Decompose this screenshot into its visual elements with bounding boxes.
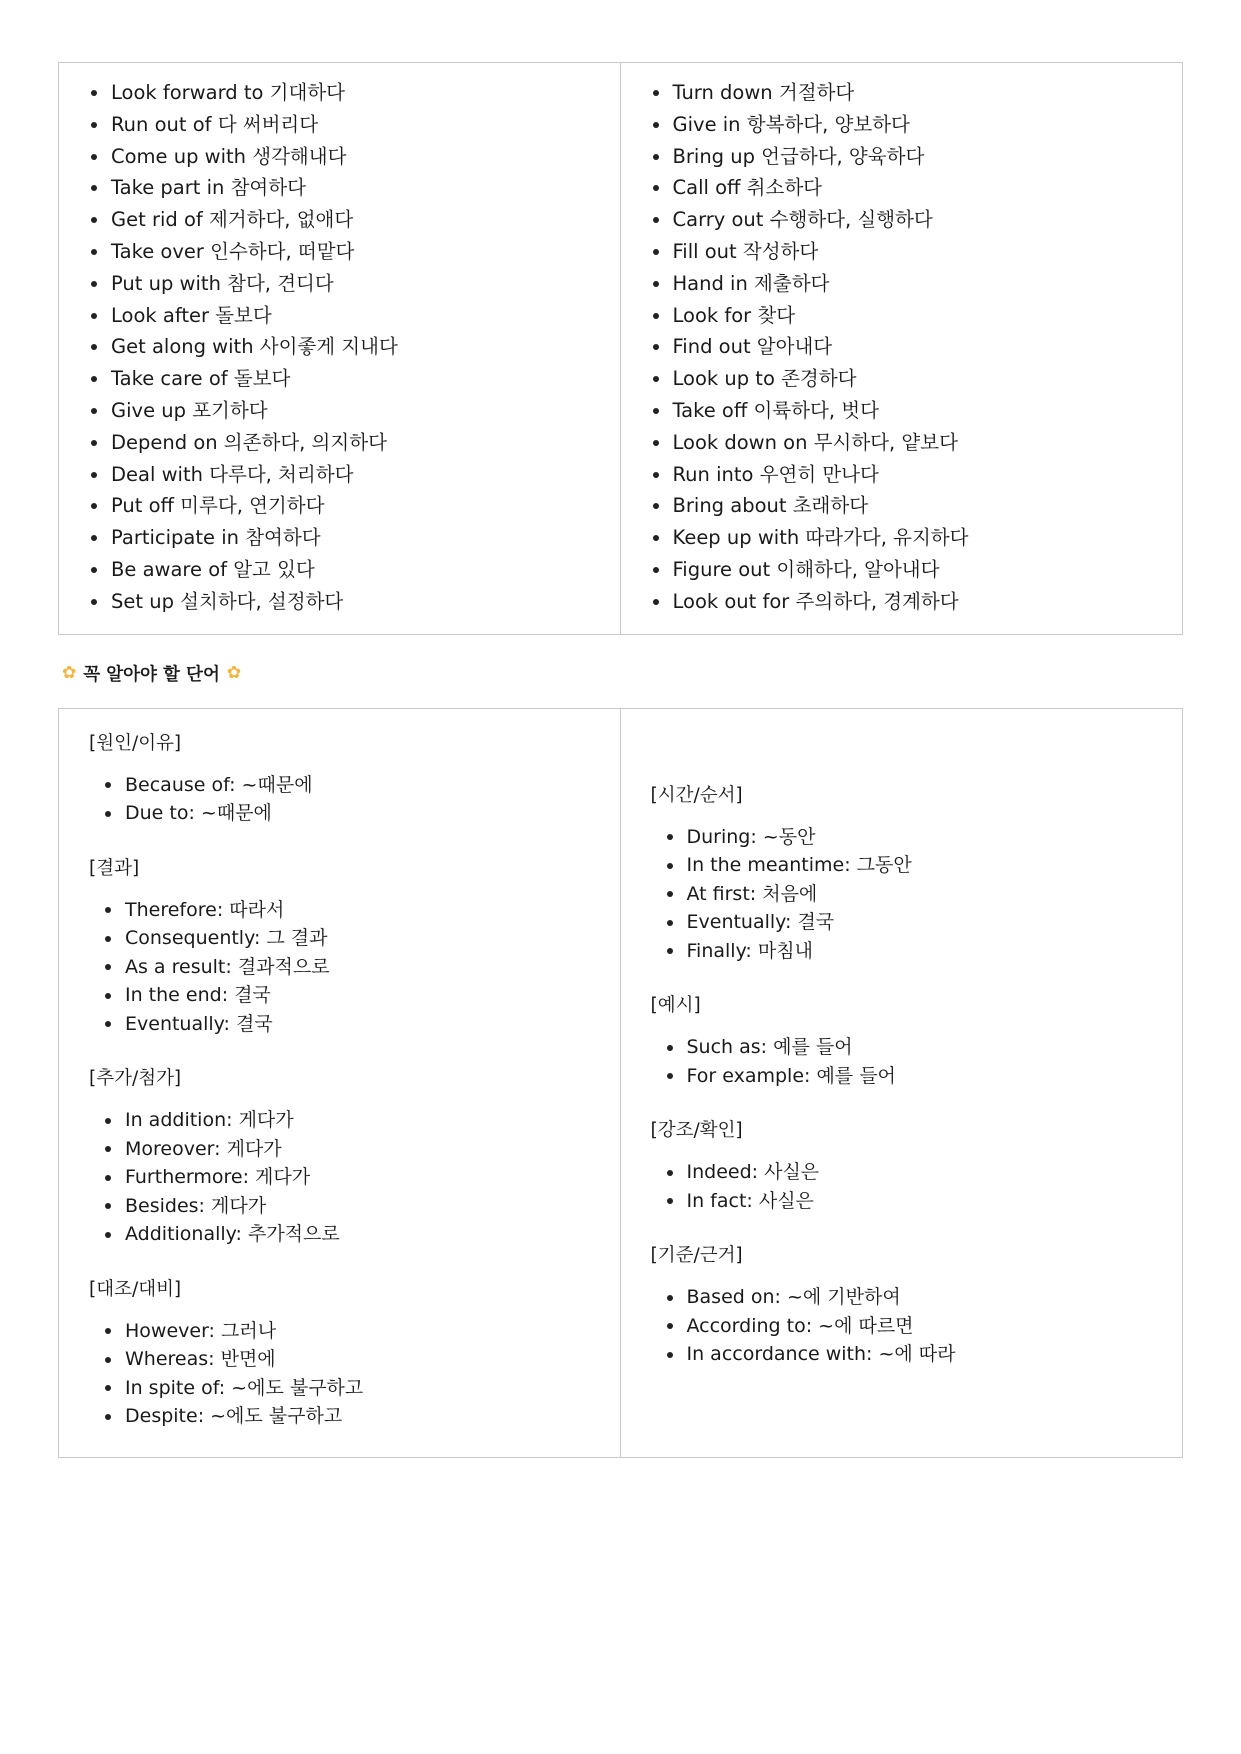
- list-item: Hand in 제출하다: [639, 268, 1165, 300]
- category-group: [643, 783, 1161, 966]
- list-item: Call off 취소하다: [639, 172, 1165, 204]
- category-group: [81, 1277, 598, 1431]
- list-item: Eventually: 결국: [91, 1010, 598, 1039]
- category-list: [81, 896, 598, 1039]
- list-item: Due to: ~때문에: [91, 799, 598, 828]
- list-item: For example: 예를 들어: [653, 1062, 1161, 1091]
- list-item: Furthermore: 게다가: [91, 1163, 598, 1192]
- section-heading: [62, 661, 1183, 686]
- category-group: [643, 1118, 1161, 1215]
- list-item: Come up with 생각해내다: [77, 141, 602, 173]
- list-item: In spite of: ~에도 불구하고: [91, 1374, 598, 1403]
- list-item: Consequently: 그 결과: [91, 924, 598, 953]
- list-item: Get along with 사이좋게 지내다: [77, 331, 602, 363]
- connectors-left-column: [59, 709, 621, 1457]
- list-item: At first: 처음에: [653, 880, 1161, 909]
- category-list: [643, 823, 1161, 966]
- list-item: Give up 포기하다: [77, 395, 602, 427]
- phrasal-verbs-right-column: [621, 63, 1183, 634]
- list-item: Give in 항복하다, 양보하다: [639, 109, 1165, 141]
- list-item: Turn down 거절하다: [639, 77, 1165, 109]
- list-item: Look forward to 기대하다: [77, 77, 602, 109]
- category-list: [81, 1106, 598, 1249]
- category-group: [643, 993, 1161, 1090]
- phrasal-verbs-left-list: [77, 77, 602, 618]
- list-item: Put up with 참다, 견디다: [77, 268, 602, 300]
- connectors-table: [58, 708, 1183, 1458]
- list-item: In accordance with: ~에 따라: [653, 1340, 1161, 1369]
- category-list: [643, 1283, 1161, 1369]
- category-title: [대조/대비]: [89, 1278, 182, 1300]
- list-item: In addition: 게다가: [91, 1106, 598, 1135]
- list-item: Run out of 다 써버리다: [77, 109, 602, 141]
- list-item: Carry out 수행하다, 실행하다: [639, 204, 1165, 236]
- list-item: Besides: 게다가: [91, 1192, 598, 1221]
- list-item: Take off 이륙하다, 벗다: [639, 395, 1165, 427]
- list-item: Participate in 참여하다: [77, 522, 602, 554]
- list-item: Look out for 주의하다, 경계하다: [639, 586, 1165, 618]
- list-item: Look after 돌보다: [77, 300, 602, 332]
- list-item: Based on: ~에 기반하여: [653, 1283, 1161, 1312]
- list-item: In the meantime: 그동안: [653, 851, 1161, 880]
- list-item: Take part in 참여하다: [77, 172, 602, 204]
- category-group: [81, 856, 598, 1039]
- list-item: According to: ~에 따르면: [653, 1312, 1161, 1341]
- list-item: Depend on 의존하다, 의지하다: [77, 427, 602, 459]
- list-item: As a result: 결과적으로: [91, 953, 598, 982]
- list-item: However: 그러나: [91, 1317, 598, 1346]
- list-item: Because of: ~때문에: [91, 771, 598, 800]
- list-item: Indeed: 사실은: [653, 1158, 1161, 1187]
- list-item: Get rid of 제거하다, 없애다: [77, 204, 602, 236]
- category-group: [81, 731, 598, 828]
- list-item: Run into 우연히 만나다: [639, 459, 1165, 491]
- list-item: Whereas: 반면에: [91, 1345, 598, 1374]
- category-list: [81, 1317, 598, 1431]
- category-title: [예시]: [650, 995, 701, 1017]
- list-item: Fill out 작성하다: [639, 236, 1165, 268]
- list-item: Additionally: 추가적으로: [91, 1220, 598, 1249]
- category-group: [643, 1243, 1161, 1369]
- list-item: Deal with 다루다, 처리하다: [77, 459, 602, 491]
- list-item: Set up 설치하다, 설정하다: [77, 586, 602, 618]
- list-item: Look down on 무시하다, 얕보다: [639, 427, 1165, 459]
- category-list: [643, 1158, 1161, 1215]
- list-item: Look for 찾다: [639, 300, 1165, 332]
- list-item: Eventually: 결국: [653, 908, 1161, 937]
- flower-star-icon: ✿: [62, 662, 77, 683]
- category-title: [원인/이유]: [89, 732, 182, 754]
- list-item: Keep up with 따라가다, 유지하다: [639, 522, 1165, 554]
- list-item: Finally: 마침내: [653, 937, 1161, 966]
- connectors-right-column: [621, 709, 1183, 1457]
- list-item: Bring about 초래하다: [639, 490, 1165, 522]
- category-title: [추가/첨가]: [89, 1068, 182, 1090]
- category-list: [81, 771, 598, 828]
- category-group: [81, 1066, 598, 1249]
- flower-star-icon: ✿: [226, 662, 242, 683]
- phrasal-verbs-left-column: [59, 63, 621, 634]
- list-item: Put off 미루다, 연기하다: [77, 490, 602, 522]
- category-title: [기준/근거]: [650, 1245, 743, 1267]
- list-item: Figure out 이해하다, 알아내다: [639, 554, 1165, 586]
- category-title: [결과]: [89, 857, 140, 879]
- section-heading-label: 꼭 알아야 할 단어: [83, 664, 220, 685]
- list-item: In fact: 사실은: [653, 1187, 1161, 1216]
- list-item: Such as: 예를 들어: [653, 1033, 1161, 1062]
- list-item: During: ~동안: [653, 823, 1161, 852]
- list-item: Bring up 언급하다, 양육하다: [639, 141, 1165, 173]
- category-title: [강조/확인]: [650, 1120, 743, 1142]
- category-list: [643, 1033, 1161, 1090]
- list-item: Find out 알아내다: [639, 331, 1165, 363]
- list-item: Moreover: 게다가: [91, 1135, 598, 1164]
- list-item: Take care of 돌보다: [77, 363, 602, 395]
- list-item: Look up to 존경하다: [639, 363, 1165, 395]
- list-item: Therefore: 따라서: [91, 896, 598, 925]
- list-item: Be aware of 알고 있다: [77, 554, 602, 586]
- phrasal-verbs-right-list: [639, 77, 1165, 618]
- list-item: Take over 인수하다, 떠맡다: [77, 236, 602, 268]
- list-item: In the end: 결국: [91, 981, 598, 1010]
- phrasal-verbs-table: [58, 62, 1183, 635]
- category-title: [시간/순서]: [650, 784, 743, 806]
- list-item: Despite: ~에도 불구하고: [91, 1402, 598, 1431]
